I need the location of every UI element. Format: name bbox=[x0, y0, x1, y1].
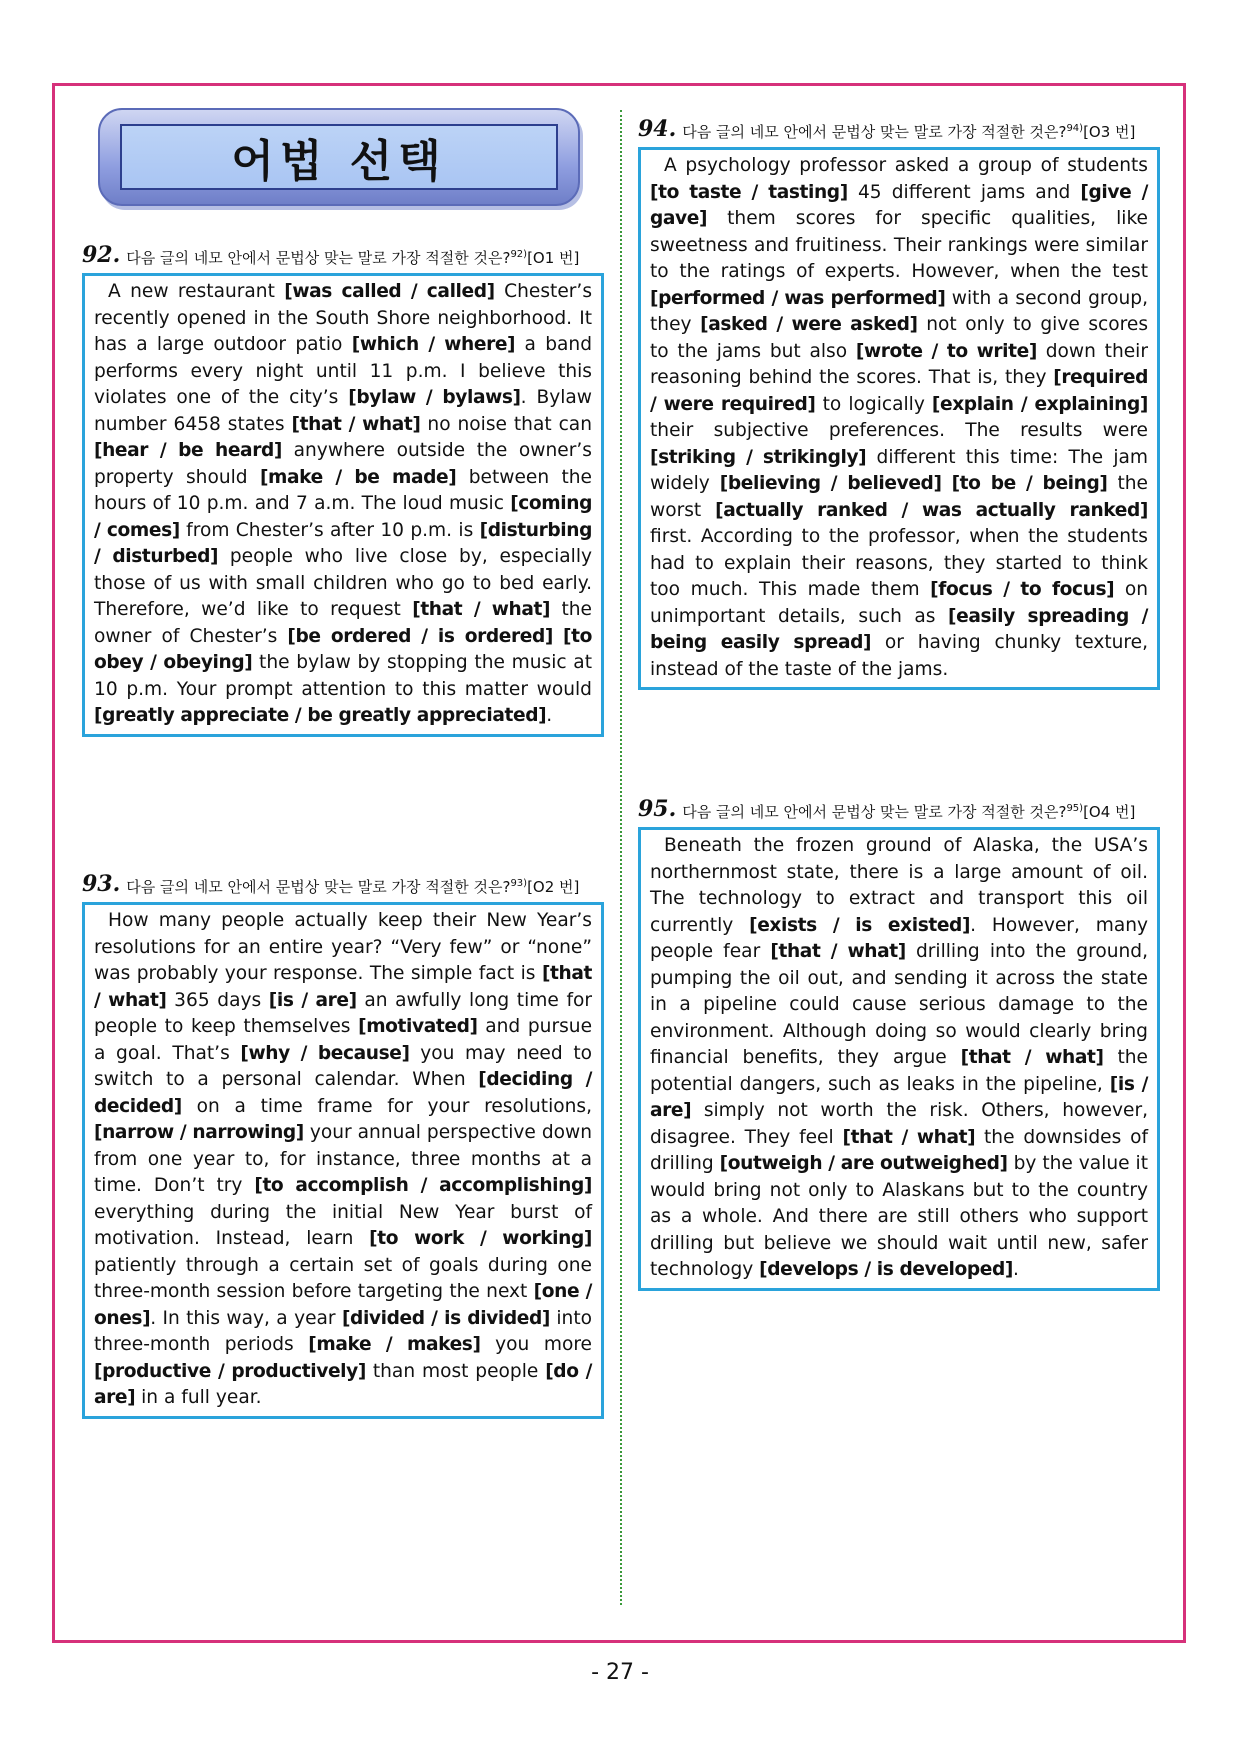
section-title: 어법 선택 bbox=[231, 136, 447, 187]
prompt-tail: [O4 번] bbox=[1083, 803, 1136, 821]
grammar-choice: [coming / comes] bbox=[94, 493, 592, 541]
passage-text: their subjective preferences. The results were bbox=[650, 420, 1148, 441]
grammar-choice: [focus / to focus] bbox=[930, 579, 1115, 600]
grammar-choice: [to work / working] bbox=[369, 1228, 592, 1249]
grammar-choice: [develops / is developed] bbox=[759, 1259, 1014, 1280]
passage-box bbox=[638, 147, 1160, 690]
grammar-choice: [is / are] bbox=[650, 1073, 1149, 1121]
prompt-tail: [O2 번] bbox=[527, 878, 580, 896]
passage-text: them scores for specific qualities, like sweetness and fruitiness. Their rankings were similar to the ratings of experts. However, when the test bbox=[650, 208, 1148, 282]
grammar-choice: [productive / productively] bbox=[94, 1360, 366, 1382]
question-95 bbox=[638, 798, 1160, 1291]
grammar-choice: [divided / is divided] bbox=[341, 1307, 550, 1329]
passage-text: than most people bbox=[365, 1360, 546, 1382]
footnote-ref: 95) bbox=[1066, 803, 1084, 814]
grammar-choice: [explain / explaining] bbox=[931, 393, 1148, 415]
grammar-choice: [that / what] bbox=[770, 941, 906, 962]
prompt-text: 다음 글의 네모 안에서 문법상 맞는 말로 가장 적절한 것은? bbox=[126, 249, 511, 267]
grammar-choice: [easily spreading / being easily spread] bbox=[650, 605, 1148, 653]
passage-text: a band performs every night until 11 p.m. I believe this violates one of the city’s bbox=[94, 334, 592, 408]
grammar-choice: [striking / strikingly] bbox=[650, 446, 867, 468]
grammar-choice: [to accomplish / accomplishing] bbox=[254, 1175, 592, 1196]
prompt-text: 다음 글의 네모 안에서 문법상 맞는 말로 가장 적절한 것은? bbox=[126, 878, 511, 896]
grammar-choice: [deciding / decided] bbox=[94, 1069, 592, 1117]
passage-text: no noise that can bbox=[420, 413, 592, 435]
grammar-choice: [greatly appreciate / be greatly appreciated] bbox=[94, 705, 547, 726]
grammar-choice: [outweigh / are outweighed] bbox=[719, 1153, 1008, 1174]
grammar-choice: [give / gave] bbox=[650, 181, 1148, 229]
grammar-choice: [that / what] bbox=[842, 1126, 976, 1148]
passage-text: the downsides of drilling bbox=[650, 1126, 1148, 1174]
passage-text: 365 days bbox=[166, 989, 269, 1011]
passage-text: the bylaw by stopping the music at 10 p.m. Your prompt attention to this matter would bbox=[94, 652, 592, 700]
passage-text: 45 different jams and bbox=[847, 181, 1081, 203]
passage-text: into three-month periods bbox=[94, 1307, 592, 1355]
grammar-choice: [exists / is existed] bbox=[749, 914, 971, 936]
passage-text: with a second group, they bbox=[650, 287, 1148, 335]
passage-text: . In this way, a year bbox=[150, 1307, 342, 1329]
passage-text bbox=[553, 626, 563, 647]
grammar-choice: [is / are] bbox=[268, 989, 357, 1011]
passage-text: A new restaurant bbox=[108, 281, 285, 302]
grammar-choice: [actually ranked / was actually ranked] bbox=[715, 499, 1148, 521]
section-title-banner bbox=[98, 108, 580, 206]
question-header bbox=[638, 118, 1160, 143]
passage-text: . bbox=[546, 705, 553, 726]
question-header bbox=[638, 798, 1160, 823]
passage-text: first. According to the professor, when the students had to explain their reasons, they started to think too much. This made them bbox=[650, 526, 1148, 600]
passage-text: patiently through a certain set of goals during one three-month session before targeting the next bbox=[94, 1254, 592, 1302]
passage-text bbox=[942, 473, 952, 494]
passage-text: or having chunky texture, instead of the taste of the jams. bbox=[650, 632, 1148, 680]
passage-text: different this time: The jam widely bbox=[650, 446, 1148, 494]
footnote-ref: 94) bbox=[1066, 123, 1084, 134]
question-prompt bbox=[682, 118, 1160, 143]
grammar-choice: [be ordered / is ordered] bbox=[287, 625, 553, 647]
prompt-text: 다음 글의 네모 안에서 문법상 맞는 말로 가장 적절한 것은? bbox=[682, 123, 1067, 141]
grammar-choice: [believing / believed] bbox=[719, 473, 942, 494]
grammar-choice: [bylaw / bylaws] bbox=[348, 387, 521, 408]
passage-text: the potential dangers, such as leaks in the pipeline, bbox=[650, 1047, 1148, 1095]
footnote-ref: 93) bbox=[510, 878, 528, 889]
question-prompt bbox=[126, 244, 604, 269]
passage-text: Beneath the frozen ground of Alaska, the USA’s northernmost state, there is a large amount of oil. The technology to extract and transport this oil currently bbox=[650, 835, 1148, 936]
grammar-choice: [that / what] bbox=[960, 1047, 1104, 1068]
grammar-choice: [hear / be heard] bbox=[94, 440, 282, 461]
passage-text: down their reasoning behind the scores. That is, they bbox=[650, 340, 1148, 388]
grammar-choice: [motivated] bbox=[358, 1016, 478, 1037]
passage-text: the worst bbox=[650, 473, 1148, 521]
passage-text: you may need to switch to a personal calendar. When bbox=[94, 1042, 592, 1090]
grammar-choice: [disturbing / disturbed] bbox=[94, 519, 592, 567]
grammar-choice: [make / makes] bbox=[308, 1334, 481, 1355]
grammar-choice: [to obey / obeying] bbox=[94, 625, 592, 673]
passage-text: in a full year. bbox=[135, 1387, 262, 1408]
passage-text: anywhere outside the owner’s property should bbox=[94, 440, 592, 488]
grammar-choice: [why / because] bbox=[240, 1042, 410, 1064]
passage-text: to logically bbox=[815, 393, 932, 415]
grammar-choice: [one / ones] bbox=[94, 1281, 593, 1329]
passage-text: How many people actually keep their New Year’s resolutions for an entire year? “Very few” or “none” was probably your response. The simple fact is bbox=[94, 910, 592, 984]
grammar-choice: [that / what] bbox=[412, 599, 551, 620]
passage-text: people who live close by, especially those of us with small children who go to bed early. Therefore, we’d like to request bbox=[94, 546, 592, 620]
passage-text: Chester’s recently opened in the South Shore neighborhood. It has a large outdoor patio bbox=[94, 281, 593, 355]
grammar-choice: [was called / called] bbox=[284, 281, 495, 302]
passage-text: an awfully long time for people to keep themselves bbox=[94, 989, 593, 1037]
grammar-choice: [which / where] bbox=[351, 334, 516, 355]
question-94 bbox=[638, 118, 1160, 690]
prompt-tail: [O1 번] bbox=[527, 249, 580, 267]
passage-text: . However, many people fear bbox=[650, 914, 1149, 962]
passage-text: not only to give scores to the jams but also bbox=[650, 314, 1149, 362]
grammar-choice: [to be / being] bbox=[951, 473, 1108, 494]
column-divider bbox=[620, 110, 622, 1605]
question-93 bbox=[82, 873, 604, 1419]
passage-text: . bbox=[1013, 1259, 1019, 1280]
passage-text: between the hours of 10 p.m. and 7 a.m. The loud music bbox=[94, 466, 592, 514]
passage-text: on unimportant details, such as bbox=[650, 579, 1148, 627]
passage-text: everything during the initial New Year burst of motivation. Instead, learn bbox=[94, 1201, 592, 1249]
passage-text: on a time frame for your resolutions, bbox=[181, 1095, 592, 1117]
grammar-choice: [do / are] bbox=[94, 1360, 593, 1408]
grammar-choice: [required / were required] bbox=[650, 367, 1148, 415]
passage-text: you more bbox=[480, 1334, 592, 1355]
passage-text: by the value it would bring not only to Alaskans but to the country as a whole. And there are still others who support drilling but believe we should wait until new, safer technology bbox=[650, 1153, 1148, 1280]
passage-text: and pursue a goal. That’s bbox=[94, 1016, 593, 1064]
question-prompt bbox=[126, 873, 604, 898]
grammar-choice: [that / what] bbox=[291, 413, 421, 435]
passage-text: simply not worth the risk. Others, however, disagree. They feel bbox=[650, 1100, 1148, 1148]
grammar-choice: [asked / were asked] bbox=[700, 314, 918, 335]
passage-text: drilling into the ground, pumping the oil out, and sending it across the state in a pipeline could cause serious damage to the environment. Although doing so would clearly bring financial benefits, they argue bbox=[650, 941, 1148, 1068]
question-header bbox=[82, 873, 604, 898]
section-title-inner bbox=[120, 124, 558, 190]
grammar-choice: [that / what] bbox=[94, 963, 592, 1011]
question-prompt bbox=[682, 798, 1160, 823]
question-92 bbox=[82, 244, 604, 737]
prompt-tail: [O3 번] bbox=[1083, 123, 1136, 141]
passage-text: . Bylaw number 6458 states bbox=[94, 387, 592, 435]
question-number: 94. bbox=[638, 116, 677, 142]
grammar-choice: [make / be made] bbox=[259, 466, 457, 488]
page-number: - 27 - bbox=[591, 1660, 649, 1685]
passage-box bbox=[82, 273, 604, 737]
passage-box bbox=[82, 902, 604, 1419]
grammar-choice: [performed / was performed] bbox=[650, 287, 946, 309]
question-number: 93. bbox=[82, 871, 121, 897]
question-number: 95. bbox=[638, 796, 677, 822]
question-number: 92. bbox=[82, 242, 121, 268]
passage-text: A psychology professor asked a group of students bbox=[664, 155, 1148, 176]
grammar-choice: [to taste / tasting] bbox=[650, 181, 848, 203]
passage-text: the owner of Chester’s bbox=[94, 599, 592, 647]
passage-text: your annual perspective down from one year to, for instance, three months at a time. Don’t try bbox=[94, 1122, 592, 1196]
passage-text: from Chester’s after 10 p.m. is bbox=[179, 519, 480, 541]
grammar-choice: [wrote / to write] bbox=[855, 340, 1037, 362]
passage-box bbox=[638, 827, 1160, 1291]
prompt-text: 다음 글의 네모 안에서 문법상 맞는 말로 가장 적절한 것은? bbox=[682, 803, 1067, 821]
grammar-choice: [narrow / narrowing] bbox=[94, 1122, 304, 1143]
footnote-ref: 92) bbox=[510, 249, 528, 260]
question-header bbox=[82, 244, 604, 269]
